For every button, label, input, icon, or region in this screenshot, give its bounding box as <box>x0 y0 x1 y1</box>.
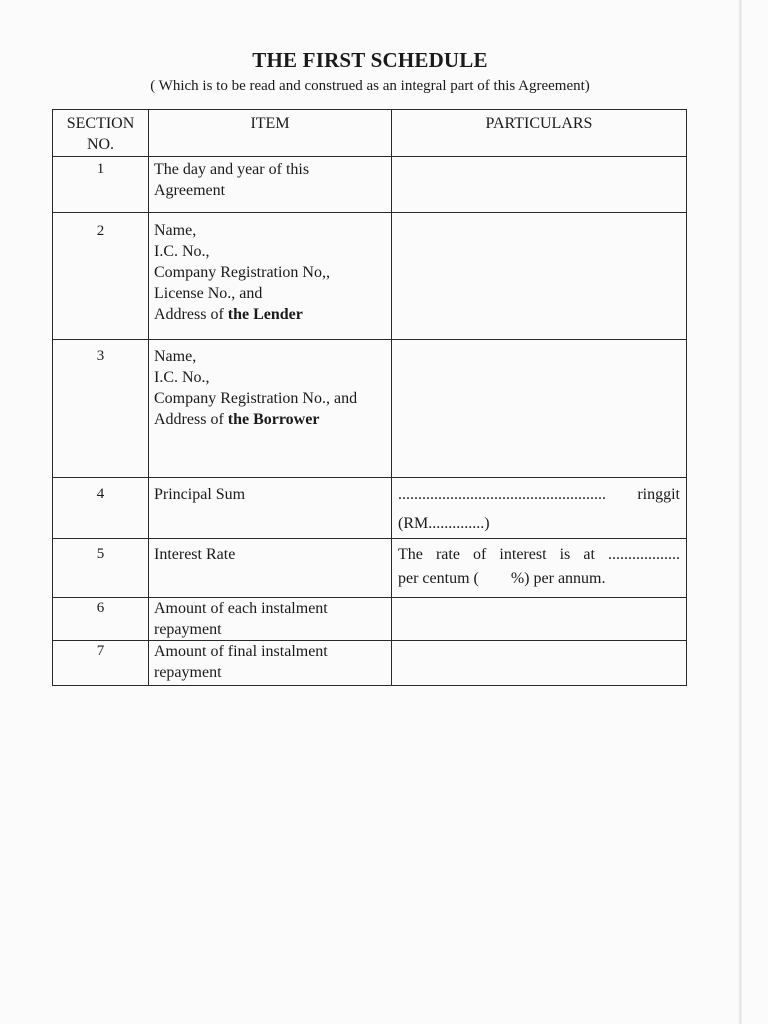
section-number: 1 <box>53 157 149 213</box>
table-row <box>53 539 687 598</box>
interest-rate-line: The rate of interest is at .................. <box>398 546 680 563</box>
item-cell: Name, I.C. No., Company Registration No., and Address of the Borrower <box>149 340 392 478</box>
particulars-cell <box>392 539 687 598</box>
section-number: 7 <box>53 641 149 686</box>
principal-rm-line: (RM..............) <box>398 515 490 532</box>
section-number: 3 <box>53 340 149 478</box>
item-cell: Interest Rate <box>149 539 392 598</box>
particulars-cell <box>392 598 687 641</box>
particulars-cell <box>392 340 687 478</box>
section-number: 5 <box>53 539 149 598</box>
particulars-cell <box>392 213 687 340</box>
particulars-cell <box>392 157 687 213</box>
item-cell: Amount of final instalment repayment <box>149 641 392 686</box>
header-particulars: PARTICULARS <box>392 110 687 157</box>
item-cell: Amount of each instalment repayment <box>149 598 392 641</box>
particulars-cell <box>392 478 687 539</box>
table-row <box>53 598 687 641</box>
item-cell: The day and year of this Agreement <box>149 157 392 213</box>
document-subtitle: ( Which is to be read and construed as an integral part of this Agreement) <box>150 78 590 94</box>
table-row <box>53 157 687 213</box>
table-row <box>53 340 687 478</box>
header-section-no: SECTION NO. <box>53 110 149 157</box>
per-centum-line: per centum ( %) per annum. <box>398 570 606 587</box>
table-header-row <box>53 110 687 157</box>
section-number: 4 <box>53 478 149 539</box>
item-cell: Principal Sum <box>149 478 392 539</box>
page-edge-shadow <box>739 0 742 1024</box>
table-row <box>53 213 687 340</box>
party-borrower: the Borrower <box>227 411 320 428</box>
particulars-cell <box>392 641 687 686</box>
schedule-table <box>52 109 687 686</box>
document-title: THE FIRST SCHEDULE <box>252 48 488 72</box>
table-row <box>53 478 687 539</box>
party-lender: the Lender <box>227 306 303 323</box>
section-number: 2 <box>53 213 149 340</box>
principal-ringgit-line: .................................................... ringgit <box>398 486 680 503</box>
section-number: 6 <box>53 598 149 641</box>
item-cell: Name, I.C. No., Company Registration No,, License No., and Address of the Lender <box>149 213 392 340</box>
header-item: ITEM <box>149 110 392 157</box>
table-row <box>53 641 687 686</box>
